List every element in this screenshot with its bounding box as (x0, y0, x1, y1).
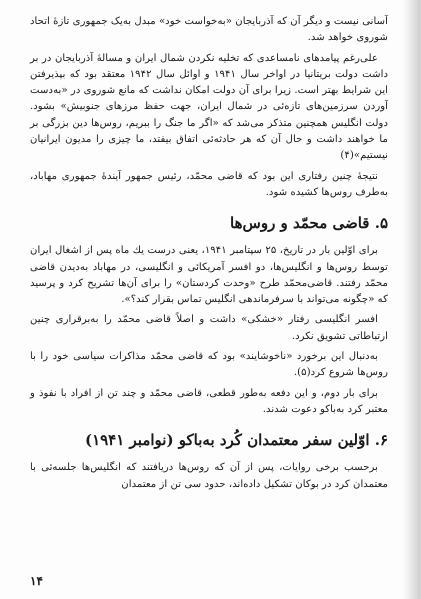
paragraph: نتیجهٔ چنین رفتاری این بود که قاضی محمّد، رئیس جمهور آیندهٔ جمهوری مهاباد، به‌طرف روس‌ها کشیده شود. (30, 170, 388, 198)
paragraph: به‌دنبال این برخورد «ناخوشایند» بود که قاضی محمّد مذاکرات سیاسی خود را با روس‌ها شروع کرد(۵). (30, 351, 388, 379)
paragraph: برای بار دوم، و این دفعه به‌طور قطعی، قاضی محمّد و چند تن از افراد با نفوذ و معتبر کرد به‌باکو دعوت شدند. (30, 387, 388, 415)
paragraph: آسانی نیست و دیگر آن که آذربایجان «به‌خواست خود» مبدل به‌یک جمهوری تازهٔ اتحاد شوروی خواهد شد. (30, 16, 388, 44)
paragraph: علی‌رغم پیامدهای نامساعدی که تخلیه نکردن شمال ایران و مسالهٔ آذربایجان در بر داشت دولت بریتانیا در اواخر سال ۱۹۴۱ و اوائل سال ۱۹۴۲ معتقد بود که بپذیرفتن این شرایط بهتر است. زیرا برای آن دولت امکان نداشت که مانع شوروی در «به‌دست آوردن سرزمین‌های تازه‌ئی در شمال ایران، جهت حفظ مرزهای جنوبیش» بشود. دولت انگلیس همچنین متذکر می‌شد که «اگر ما جنگ را ببریم، روس‌ها دین بزرگی بر ما خواهند داشت و حال آن که هر حادثه‌ئی اتفاق بیفتد، ما چیزی را مدیون ایرانیان نیستیم»(۴) (30, 52, 388, 162)
page-body (30, 14, 388, 497)
paragraph: افسر انگلیسی رفتار «خشکی» داشت و اصلاً قاضی محمّد را به‌برقراری چنین ارتباطاتی تشویق نکرد. (30, 314, 388, 342)
paragraph: برحسب برخی روایات، پس از آن که روس‌ها دریافتند که انگلیس‌ها جلسه‌ئی با معتمدان کرد در بوکان تشکیل داده‌اند، حدود سی تن از معتمدان (30, 462, 388, 490)
paragraph: برای اوّلین بار در تاریخ، ۲۵ سپتامبر ۱۹۴۱، یعنی درست یك ماه پس از اشغال ایران توسط روس‌ها و انگلیس‌ها، دو افسر آمریکائی و انگلیسی، در مهاباد به‌دیدن قاضی محمّد رفتند. قاضی‌محمّد طرح «وحدت کردستان» را برای آن‌ها تشریح کرد و پرسید که «چگونه می‌تواند با سرفرماندهی انگلیس تماس بقرار کند؟». (30, 245, 388, 306)
section-heading-6: ۶. اوّلین سفر معتمدان کُرد به‌باکو (نوامبر ۱۹۴۱) (84, 431, 388, 450)
page-number: ۱۴ (30, 574, 43, 588)
section-heading-5: ۵. قاضی محمّد و روس‌ها (230, 214, 388, 233)
page-spine-shadow (402, 0, 420, 599)
